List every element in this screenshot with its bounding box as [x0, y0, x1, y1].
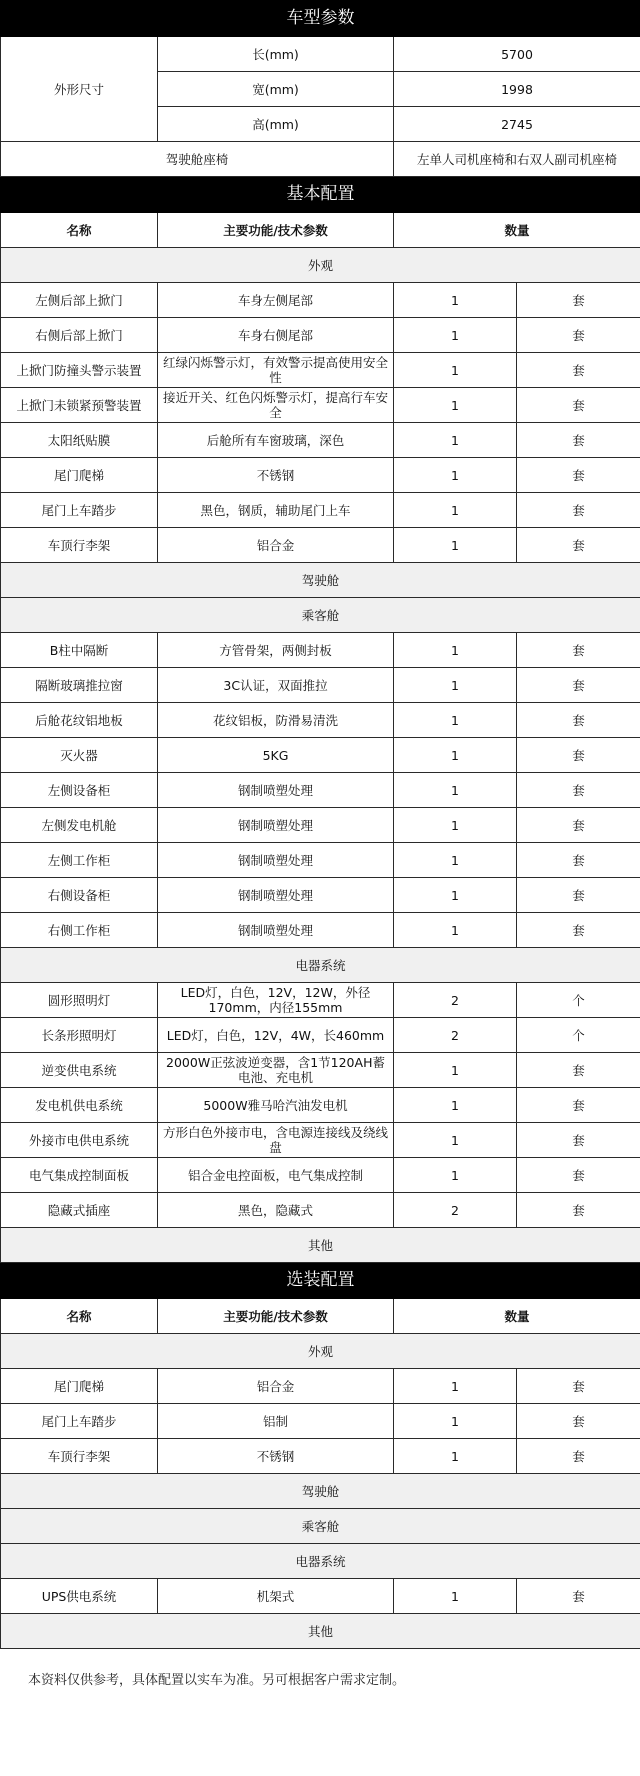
table-row [1, 808, 640, 843]
group-header-row [1, 248, 640, 283]
group-header-row [1, 1509, 640, 1544]
item-unit: 套 [517, 913, 640, 948]
item-name: 发电机供电系统 [1, 1088, 158, 1123]
item-qty: 1 [394, 458, 517, 493]
item-spec: 钢制喷塑处理 [158, 773, 394, 808]
item-spec: 不锈钢 [158, 458, 394, 493]
item-qty: 1 [394, 878, 517, 913]
table-row [1, 668, 640, 703]
dimension-value: 2745 [394, 107, 640, 142]
column-header-row [1, 213, 640, 248]
item-spec: 车身右侧尾部 [158, 318, 394, 353]
item-spec: 机架式 [158, 1579, 394, 1614]
item-name: 右侧后部上掀门 [1, 318, 158, 353]
item-name: 车顶行李架 [1, 1439, 158, 1474]
table-row [1, 703, 640, 738]
item-spec: 5KG [158, 738, 394, 773]
item-unit: 套 [517, 493, 640, 528]
item-name: 长条形照明灯 [1, 1018, 158, 1053]
item-unit: 套 [517, 1053, 640, 1088]
item-spec: 钢制喷塑处理 [158, 843, 394, 878]
item-unit: 套 [517, 703, 640, 738]
table-row [1, 1193, 640, 1228]
table-row [1, 318, 640, 353]
table-row [1, 773, 640, 808]
item-name: 右侧工作柜 [1, 913, 158, 948]
dimension-label: 宽(mm) [158, 72, 394, 107]
group-title: 电器系统 [1, 1544, 640, 1579]
item-name: 隐藏式插座 [1, 1193, 158, 1228]
item-name: 左侧工作柜 [1, 843, 158, 878]
item-unit: 套 [517, 843, 640, 878]
item-spec: 花纹铝板，防滑易清洗 [158, 703, 394, 738]
item-spec: 黑色，隐藏式 [158, 1193, 394, 1228]
item-spec: 接近开关、红色闪烁警示灯，提高行车安全 [158, 388, 394, 423]
table-row [1, 913, 640, 948]
column-header-qty: 数量 [394, 1299, 640, 1334]
section-header-row [1, 1, 640, 37]
dimension-value: 5700 [394, 37, 640, 72]
item-spec: 方形白色外接市电，含电源连接线及绕线盘 [158, 1123, 394, 1158]
table-row [1, 633, 640, 668]
item-name: 左侧发电机舱 [1, 808, 158, 843]
item-qty: 1 [394, 1369, 517, 1404]
item-name: 电气集成控制面板 [1, 1158, 158, 1193]
item-spec: 5000W雅马哈汽油发电机 [158, 1088, 394, 1123]
table-row [1, 843, 640, 878]
table-row [1, 1123, 640, 1158]
group-title: 驾驶舱 [1, 1474, 640, 1509]
column-header-row [1, 1299, 640, 1334]
item-spec: 方管骨架，两侧封板 [158, 633, 394, 668]
item-spec: 不锈钢 [158, 1439, 394, 1474]
item-name: 灭火器 [1, 738, 158, 773]
footnote: 本资料仅供参考，具体配置以实车为准。另可根据客户需求定制。 [28, 1673, 406, 1688]
group-header-row [1, 1334, 640, 1369]
item-unit: 套 [517, 808, 640, 843]
group-header-row [1, 563, 640, 598]
item-spec: 车身左侧尾部 [158, 283, 394, 318]
item-spec: 3C认证，双面推拉 [158, 668, 394, 703]
table-row [1, 528, 640, 563]
table-row [1, 423, 640, 458]
item-name: 外接市电供电系统 [1, 1123, 158, 1158]
item-name: 尾门爬梯 [1, 1369, 158, 1404]
item-name: 太阳纸贴膜 [1, 423, 158, 458]
group-header-row [1, 1228, 640, 1263]
group-header-row [1, 1544, 640, 1579]
item-unit: 套 [517, 1123, 640, 1158]
item-name: 后舱花纹铝地板 [1, 703, 158, 738]
column-header-spec: 主要功能/技术参数 [158, 213, 394, 248]
item-unit: 套 [517, 1579, 640, 1614]
table-row [1, 983, 640, 1018]
table-row [1, 878, 640, 913]
item-qty: 1 [394, 353, 517, 388]
item-spec: LED灯，白色，12V，4W，长460mm [158, 1018, 394, 1053]
item-qty: 1 [394, 1123, 517, 1158]
item-name: 上掀门防撞头警示装置 [1, 353, 158, 388]
group-title: 其他 [1, 1614, 640, 1649]
dims-label: 外形尺寸 [1, 37, 158, 142]
item-spec: 铝合金 [158, 1369, 394, 1404]
table-row [1, 1018, 640, 1053]
group-header-row [1, 1614, 640, 1649]
group-header-row [1, 1474, 640, 1509]
item-qty: 1 [394, 528, 517, 563]
item-unit: 套 [517, 1369, 640, 1404]
item-name: UPS供电系统 [1, 1579, 158, 1614]
item-qty: 1 [394, 388, 517, 423]
item-qty: 1 [394, 1158, 517, 1193]
item-unit: 套 [517, 738, 640, 773]
item-qty: 2 [394, 1018, 517, 1053]
column-header-name: 名称 [1, 213, 158, 248]
item-qty: 1 [394, 1579, 517, 1614]
dimension-row [1, 37, 640, 72]
item-qty: 1 [394, 773, 517, 808]
item-unit: 套 [517, 318, 640, 353]
item-unit: 套 [517, 1439, 640, 1474]
table-row [1, 1158, 640, 1193]
item-qty: 1 [394, 913, 517, 948]
group-title: 外观 [1, 1334, 640, 1369]
table-row [1, 1579, 640, 1614]
item-qty: 1 [394, 493, 517, 528]
item-spec: 钢制喷塑处理 [158, 913, 394, 948]
item-qty: 1 [394, 283, 517, 318]
item-qty: 1 [394, 1053, 517, 1088]
item-unit: 套 [517, 1088, 640, 1123]
group-title: 乘客舱 [1, 1509, 640, 1544]
item-unit: 套 [517, 528, 640, 563]
item-name: 上掀门未锁紧预警装置 [1, 388, 158, 423]
item-name: 车顶行李架 [1, 528, 158, 563]
table-row [1, 1404, 640, 1439]
item-qty: 1 [394, 703, 517, 738]
item-qty: 1 [394, 668, 517, 703]
item-name: 尾门上车踏步 [1, 1404, 158, 1439]
item-name: 左侧设备柜 [1, 773, 158, 808]
item-qty: 2 [394, 983, 517, 1018]
item-unit: 个 [517, 983, 640, 1018]
column-header-spec: 主要功能/技术参数 [158, 1299, 394, 1334]
item-unit: 套 [517, 1158, 640, 1193]
item-spec: 红绿闪烁警示灯，有效警示提高使用安全性 [158, 353, 394, 388]
group-header-row [1, 598, 640, 633]
item-spec: LED灯，白色，12V，12W，外径170mm，内径155mm [158, 983, 394, 1018]
column-header-name: 名称 [1, 1299, 158, 1334]
table-row [1, 1088, 640, 1123]
item-unit: 套 [517, 668, 640, 703]
table-row [1, 283, 640, 318]
dimension-value: 1998 [394, 72, 640, 107]
item-unit: 套 [517, 1404, 640, 1439]
group-title: 驾驶舱 [1, 563, 640, 598]
item-unit: 套 [517, 283, 640, 318]
section-title: 基本配置 [1, 177, 640, 213]
dimension-label: 高(mm) [158, 107, 394, 142]
group-title: 电器系统 [1, 948, 640, 983]
item-qty: 1 [394, 738, 517, 773]
item-qty: 2 [394, 1193, 517, 1228]
table-row [1, 388, 640, 423]
table-row [1, 1053, 640, 1088]
item-unit: 套 [517, 1193, 640, 1228]
section-title: 选装配置 [1, 1263, 640, 1299]
item-name: 圆形照明灯 [1, 983, 158, 1018]
group-header-row [1, 948, 640, 983]
item-unit: 套 [517, 773, 640, 808]
item-qty: 1 [394, 1088, 517, 1123]
item-name: 隔断玻璃推拉窗 [1, 668, 158, 703]
group-title: 其他 [1, 1228, 640, 1263]
item-name: 右侧设备柜 [1, 878, 158, 913]
section-title: 车型参数 [1, 1, 640, 37]
table-row [1, 1369, 640, 1404]
table-row [1, 738, 640, 773]
seat-row [1, 142, 640, 177]
item-qty: 1 [394, 633, 517, 668]
item-qty: 1 [394, 843, 517, 878]
item-unit: 套 [517, 423, 640, 458]
item-spec: 钢制喷塑处理 [158, 878, 394, 913]
item-spec: 后舱所有车窗玻璃，深色 [158, 423, 394, 458]
item-unit: 套 [517, 353, 640, 388]
item-qty: 1 [394, 423, 517, 458]
dimension-label: 长(mm) [158, 37, 394, 72]
item-qty: 1 [394, 1404, 517, 1439]
item-name: 尾门爬梯 [1, 458, 158, 493]
item-unit: 个 [517, 1018, 640, 1053]
seat-value: 左单人司机座椅和右双人副司机座椅 [394, 142, 640, 177]
spec-table-body [1, 1, 640, 1649]
item-name: B柱中隔断 [1, 633, 158, 668]
seat-label: 驾驶舱座椅 [1, 142, 394, 177]
column-header-qty: 数量 [394, 213, 640, 248]
item-unit: 套 [517, 878, 640, 913]
item-spec: 铝制 [158, 1404, 394, 1439]
item-qty: 1 [394, 318, 517, 353]
item-unit: 套 [517, 388, 640, 423]
item-spec: 钢制喷塑处理 [158, 808, 394, 843]
table-row [1, 458, 640, 493]
item-name: 逆变供电系统 [1, 1053, 158, 1088]
table-row [1, 493, 640, 528]
item-name: 左侧后部上掀门 [1, 283, 158, 318]
item-qty: 1 [394, 808, 517, 843]
table-row [1, 353, 640, 388]
item-name: 尾门上车踏步 [1, 493, 158, 528]
group-title: 外观 [1, 248, 640, 283]
group-title: 乘客舱 [1, 598, 640, 633]
section-header-row [1, 1263, 640, 1299]
section-header-row [1, 177, 640, 213]
item-spec: 铝合金 [158, 528, 394, 563]
item-qty: 1 [394, 1439, 517, 1474]
item-spec: 铝合金电控面板，电气集成控制 [158, 1158, 394, 1193]
table-row [1, 1439, 640, 1474]
item-unit: 套 [517, 458, 640, 493]
item-spec: 2000W正弦波逆变器，含1节120AH蓄电池、充电机 [158, 1053, 394, 1088]
item-spec: 黑色，钢质，辅助尾门上车 [158, 493, 394, 528]
item-unit: 套 [517, 633, 640, 668]
